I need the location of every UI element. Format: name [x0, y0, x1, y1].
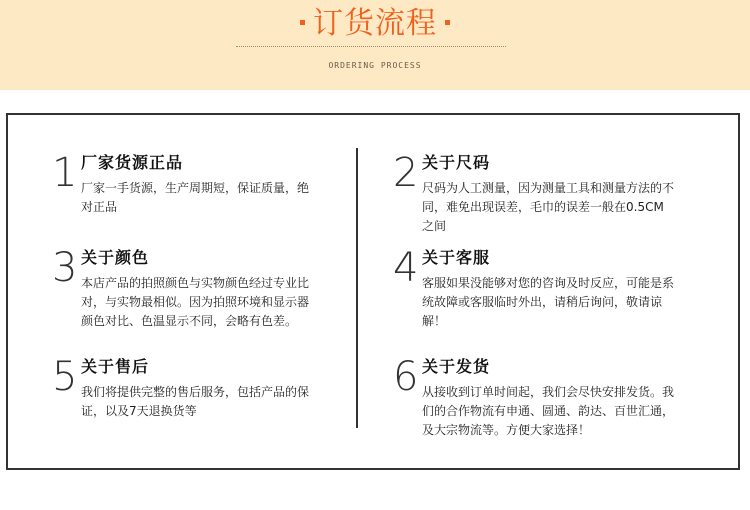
- title-dotted-rule: [236, 46, 506, 47]
- header-banner: [0, 0, 750, 90]
- item-number: 4: [393, 245, 419, 291]
- item-title: 关于售后: [81, 357, 150, 376]
- page-title-group: [292, 6, 458, 42]
- item-description: 本店产品的拍照颜色与实物颜色经过专业比对，与实物最相似。因为拍照环境和显示器颜色对比、色温显示不同，会略有色差。: [81, 276, 310, 328]
- item-title: 关于颜色: [81, 248, 150, 267]
- item-title: 关于客服: [422, 248, 491, 267]
- center-divider: [356, 148, 358, 428]
- item-description: 我们将提供完整的售后服务，包括产品的保证，以及7天退换货等: [81, 385, 310, 418]
- item-description: 尺码为人工测量，因为测量工具和测量方法的不同，难免出现误差，毛巾的误差一般在0.5CM之间: [422, 181, 675, 233]
- title-left-square-icon: [300, 20, 305, 25]
- title-right-square-icon: [445, 20, 450, 25]
- page-subtitle: ORDERING PROCESS: [328, 61, 422, 70]
- item-number: 3: [52, 245, 78, 291]
- item-number: 6: [393, 354, 419, 400]
- item-number: 5: [52, 354, 78, 400]
- page-title: 订货流程: [313, 6, 437, 41]
- item-description: 从接收到订单时间起，我们会尽快安排发货。我们的合作物流有申通、圆通、韵达、百世汇通，及大宗物流等。方便大家选择！: [422, 385, 675, 437]
- item-title: 厂家货源正品: [81, 153, 184, 172]
- item-number: 1: [52, 150, 78, 196]
- title-wrap: [0, 6, 750, 42]
- item-description: 客服如果没能够对您的咨询及时反应，可能是系统故障或客服临时外出，请稍后询问，敬请谅解！: [422, 276, 675, 328]
- item-title: 关于发货: [422, 357, 491, 376]
- item-number: 2: [393, 150, 419, 196]
- item-description: 厂家一手货源，生产周期短，保证质量，绝对正品: [81, 181, 310, 214]
- item-title: 关于尺码: [422, 153, 491, 172]
